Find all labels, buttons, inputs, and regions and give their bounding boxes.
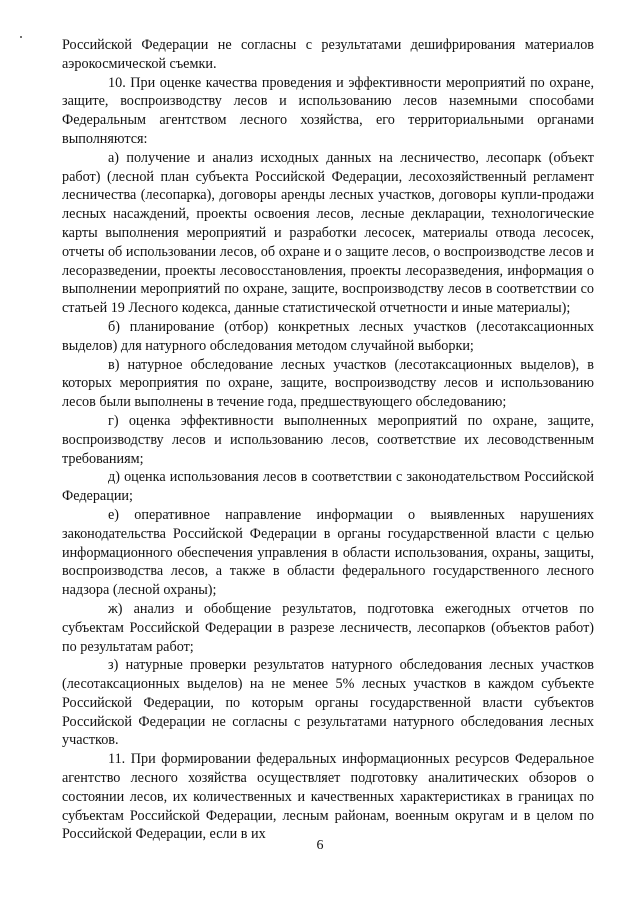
list-item-b: б) планирование (отбор) конкретных лесных участков (лесотаксационных выделов) для натурного обследования методом случайной выборки;	[62, 318, 594, 354]
paragraph-10: 10. При оценке качества проведения и эффективности мероприятий по охране, защите, воспроизводству лесов и использованию лесов наземными способами Федеральным агентством лесного хозяйства, его территориальными органами выполняются:	[62, 74, 594, 147]
list-item-zh: ж) анализ и обобщение результатов, подготовка ежегодных отчетов по субъектам Российской Федерации в разрезе лесничеств, лесопарков (объектов работ) по результатам работ;	[62, 600, 594, 655]
paragraph-continuation: Российской Федерации не согласны с результатами дешифрирования материалов аэрокосмической съемки.	[62, 37, 594, 72]
list-item-v: в) натурное обследование лесных участков (лесотаксационных выделов), в которых мероприятия по охране, защите, воспроизводству лесов и использованию лесов были выполнены в течение года, предшествующего обследованию;	[62, 356, 594, 411]
list-item-e: е) оперативное направление информации о выявленных нарушениях законодательства Российской Федерации в органы государственной власти с целью информационного обеспечения управления в области использования, охраны, защиты, воспроизводства лесов, а также в области федерального государственного лесного надзора (лесной охраны);	[62, 506, 594, 599]
list-item-z: з) натурные проверки результатов натурного обследования лесных участков (лесотаксационных выделов) на не менее 5% лесных участков в каждом субъекте Российской Федерации, по которым органы государственной власти субъектов Российской Федерации не согласны с результатами натурного обследования лесных участков.	[62, 657, 594, 749]
page-number: 6	[316, 838, 324, 853]
document-body	[62, 36, 594, 844]
paragraph-11: 11. При формировании федеральных информационных ресурсов Федеральное агентство лесного хозяйства осуществляет подготовку аналитических обзоров о состоянии лесов, их количественных и качественных характеристиках в границах по субъектам Российской Федерации, лесным районам, военным округам и в целом по Российской Федерации, если в их	[62, 751, 594, 843]
list-item-a: а) получение и анализ исходных данных на лесничество, лесопарк (объект работ) (лесной план субъекта Российской Федерации, лесохозяйственный регламент лесничества (лесопарка), договоры аренды лесных участков, договоры купли-продажи лесных насаждений, проекты освоения лесов, лесные декларации, технологические карты выполнения мероприятий и разработки лесосек, материалы отвода лесосек, отчеты об использовании лесов, об охране и о защите лесов, о воспроизводстве лесов и лесоразведении, проекты лесовосстановления, проекты лесоразведения, информация о выполнении мероприятий по охране, защите, воспроизводству лесов в соответствии со статьей 19 Лесного кодекса, данные статистической отчетности и иные материалы);	[62, 149, 594, 317]
list-item-d: д) оценка использования лесов в соответствии с законодательством Российской Федерации;	[62, 469, 594, 505]
list-item-g: г) оценка эффективности выполненных мероприятий по охране, защите, воспроизводству лесов и использованию лесов, соответствие их лесоводственным требованиям;	[62, 412, 594, 467]
scan-speck	[20, 36, 22, 38]
